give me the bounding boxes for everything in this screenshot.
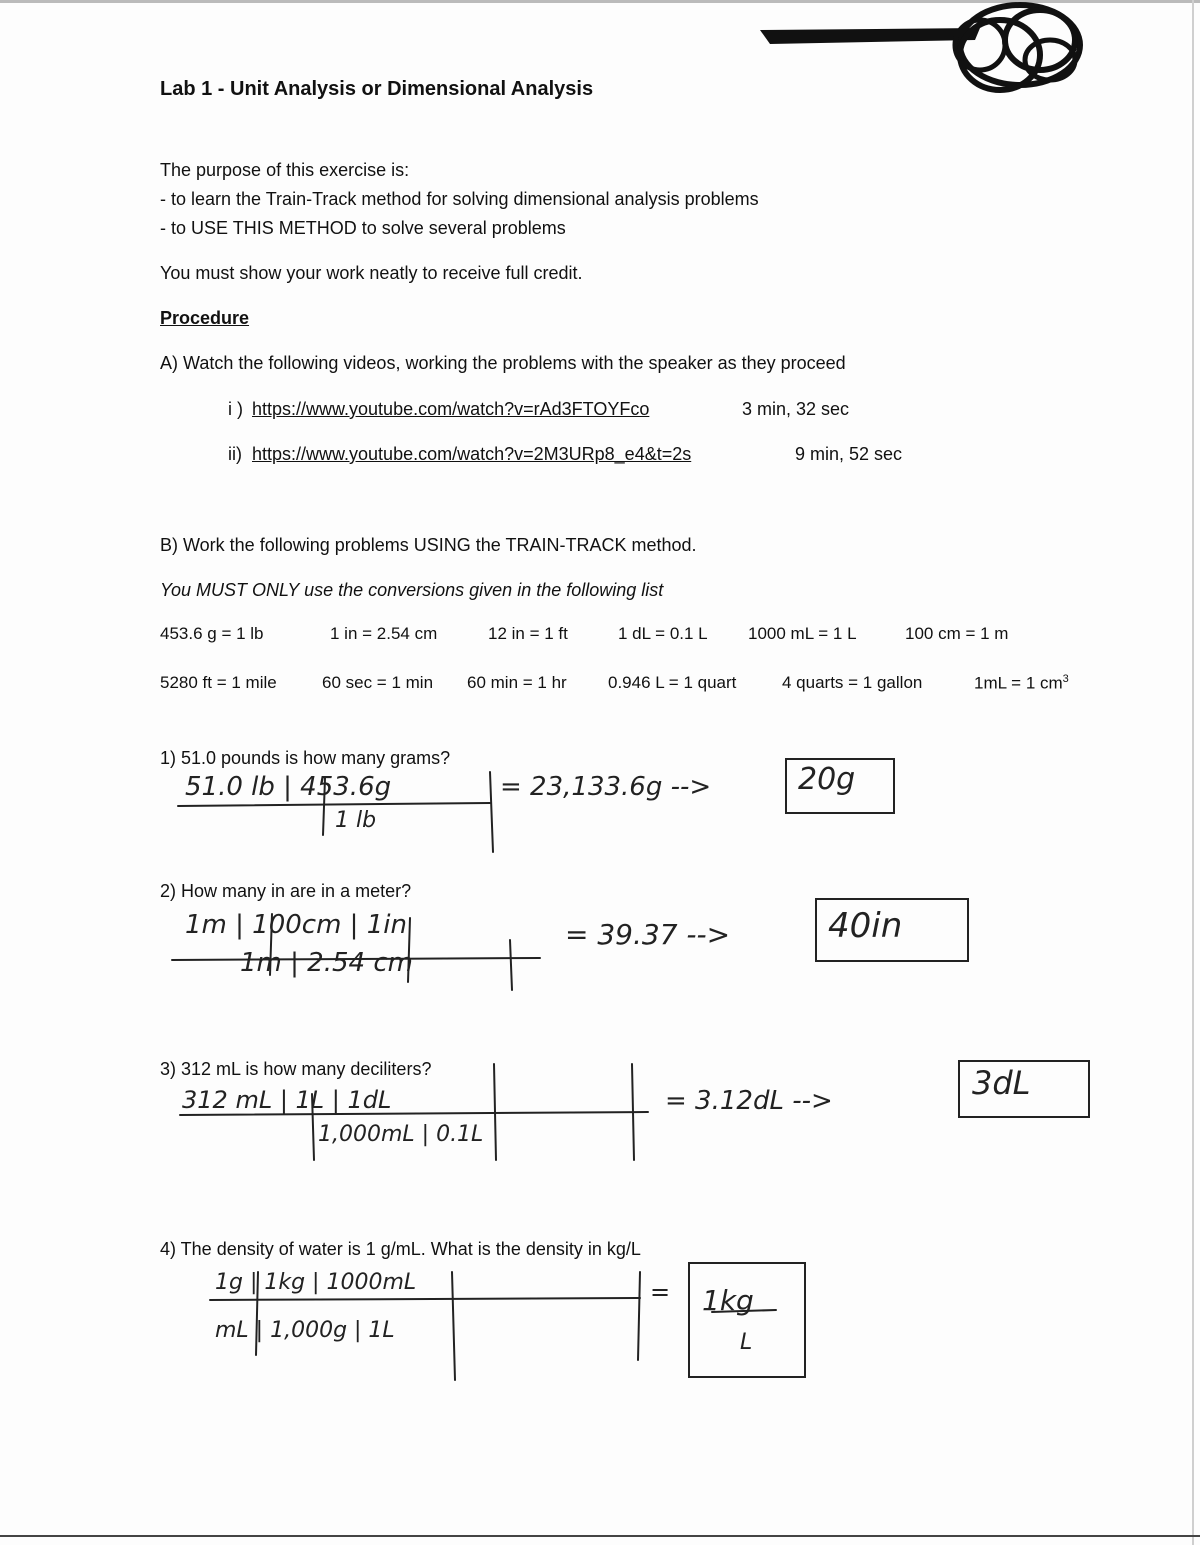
handwritten-result: = 39.37 -->: [565, 918, 731, 951]
conversion: 1 dL = 0.1 L: [618, 624, 708, 643]
problem-question: 2) How many in are in a meter?: [160, 881, 412, 901]
handwritten-work: 1m | 100cm | 1in: [185, 910, 407, 940]
conversion: 4 quarts = 1 gallon: [782, 673, 923, 692]
purpose-item: - to learn the Train-Track method for solving dimensional analysis problems: [160, 189, 759, 209]
video-link[interactable]: https://www.youtube.com/watch?v=2M3URp8_e4&t=2s: [252, 444, 692, 464]
redaction-scribble: [750, 0, 1090, 100]
scan-edge: [1192, 0, 1194, 1545]
page-title: Lab 1 - Unit Analysis or Dimensional Analysis: [160, 78, 594, 100]
video-duration: 9 min, 52 sec: [795, 444, 903, 464]
handwritten-result: = 3.12dL -->: [665, 1086, 833, 1116]
conversion: 1 in = 2.54 cm: [330, 624, 438, 643]
handwritten-work: 1g | 1kg | 1000mL: [215, 1270, 417, 1295]
conversion: 12 in = 1 ft: [488, 624, 568, 643]
handwritten-answer: 40in: [828, 906, 903, 946]
purpose-intro: The purpose of this exercise is:: [160, 160, 410, 180]
handwritten-answer: 3dL: [972, 1064, 1031, 1102]
handwritten-work: 1m | 2.54 cm: [240, 948, 413, 978]
purpose-item: - to USE THIS METHOD to solve several problems: [160, 218, 566, 238]
handwritten-work: mL | 1,000g | 1L: [215, 1318, 395, 1343]
procedure-heading: Procedure: [160, 308, 250, 328]
step-a-text: A) Watch the following videos, working the problems with the speaker as they proceed: [160, 353, 846, 373]
conversion: 60 min = 1 hr: [467, 673, 567, 692]
problem-question: 4) The density of water is 1 g/mL. What is the density in kg/L: [160, 1239, 641, 1259]
handwritten-answer: L: [740, 1330, 753, 1355]
problem-question: 3) 312 mL is how many deciliters?: [160, 1059, 432, 1079]
video-link[interactable]: https://www.youtube.com/watch?v=rAd3FTOYFco: [252, 399, 650, 419]
conversion: 100 cm = 1 m: [905, 624, 1009, 643]
handwritten-result: = 23,133.6g -->: [500, 772, 712, 802]
problem-question: 1) 51.0 pounds is how many grams?: [160, 748, 451, 768]
video-duration: 3 min, 32 sec: [742, 399, 850, 419]
video-label: i ): [228, 399, 243, 419]
handwritten-work: 312 mL | 1L | 1dL: [182, 1086, 392, 1114]
step-b-text: B) Work the following problems USING the TRAIN-TRACK method.: [160, 535, 697, 555]
answer-box: [688, 1262, 806, 1378]
handwritten-work: 1 lb: [335, 808, 377, 833]
handwritten-answer: 20g: [798, 762, 856, 797]
conversion: 453.6 g = 1 lb: [160, 624, 264, 643]
conversion: 60 sec = 1 min: [322, 673, 434, 692]
conversion-instruction: You MUST ONLY use the conversions given in the following list: [160, 580, 664, 600]
handwritten-answer: 1kg: [702, 1284, 754, 1317]
conversion: 1mL = 1 $cm^3$: [974, 673, 1069, 693]
video-label: ii): [228, 444, 242, 464]
credit-note: You must show your work neatly to receive full credit.: [160, 263, 583, 283]
conversion: 1000 mL = 1 L: [748, 624, 857, 643]
conversion: 0.946 L = 1 quart: [608, 673, 737, 692]
handwritten-work: 51.0 lb | 453.6g: [185, 772, 392, 802]
conversion: 5280 ft = 1 mile: [160, 673, 277, 692]
scan-edge: [0, 1535, 1200, 1537]
handwritten-work: 1,000mL | 0.1L: [318, 1122, 484, 1147]
handwritten-result: =: [650, 1278, 671, 1306]
